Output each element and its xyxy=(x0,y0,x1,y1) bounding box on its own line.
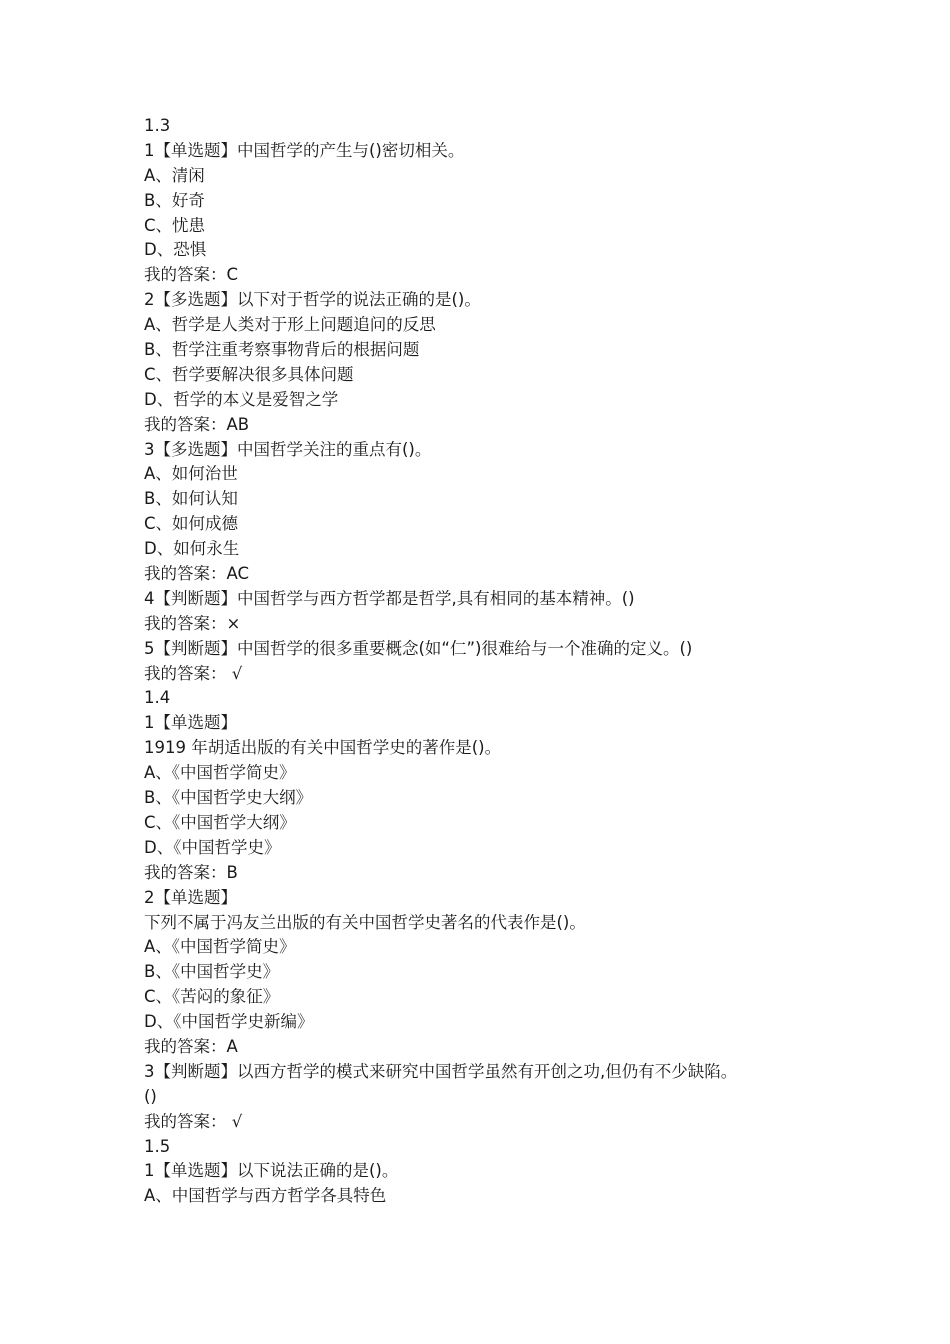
text-line: C、《中国哲学大纲》 xyxy=(144,812,296,832)
text-line: 1【单选题】中国哲学的产生与()密切相关。 xyxy=(144,140,465,160)
text-line: 2【单选题】 xyxy=(144,887,237,907)
text-line: A、《中国哲学简史》 xyxy=(144,763,296,783)
text-line: 3【判断题】以西方哲学的模式来研究中国哲学虽然有开创之功,但仍有不少缺陷。 xyxy=(144,1061,738,1081)
text-line: D、恐惧 xyxy=(144,240,207,260)
document-body xyxy=(144,114,824,1209)
text-line: 下列不属于冯友兰出版的有关中国哲学史著名的代表作是()。 xyxy=(144,912,586,932)
text-line: () xyxy=(144,1086,157,1106)
text-line: 1.3 xyxy=(144,116,171,135)
text-line: 3【多选题】中国哲学关注的重点有()。 xyxy=(144,439,432,459)
text-line: D、哲学的本义是爱智之学 xyxy=(144,389,339,409)
text-line: B、如何认知 xyxy=(144,489,238,509)
text-line: D、《中国哲学史》 xyxy=(144,837,281,857)
text-line: D、如何永生 xyxy=(144,539,240,559)
text-line: 1.4 xyxy=(144,688,171,708)
text-line: 我的答案：A xyxy=(144,1036,238,1056)
text-line: B、《中国哲学史大纲》 xyxy=(144,788,313,808)
text-line: 1919 年胡适出版的有关中国哲学史的著作是()。 xyxy=(144,738,502,758)
text-line: 2【多选题】以下对于哲学的说法正确的是()。 xyxy=(144,290,481,310)
text-line: B、好奇 xyxy=(144,190,205,210)
text-line: A、如何治世 xyxy=(144,464,238,484)
text-line: 1.5 xyxy=(144,1136,171,1156)
text-line: 5【判断题】中国哲学的很多重要概念(如“仁”)很难给与一个准确的定义。() xyxy=(144,638,693,658)
text-line: 我的答案：AC xyxy=(144,564,250,584)
text-line: 4【判断题】中国哲学与西方哲学都是哲学,具有相同的基本精神。() xyxy=(144,588,635,608)
text-line: 我的答案： √ xyxy=(144,663,243,683)
text-line: 我的答案： √ xyxy=(144,1111,243,1131)
text-line: 1【单选题】 xyxy=(144,713,237,733)
text-line: C、哲学要解决很多具体问题 xyxy=(144,364,354,384)
text-line: D、《中国哲学史新编》 xyxy=(144,1012,314,1032)
text-line: A、中国哲学与西方哲学各具特色 xyxy=(144,1186,387,1206)
text-line: 我的答案：× xyxy=(144,613,241,633)
text-line: C、《苦闷的象征》 xyxy=(144,987,280,1007)
text-line: 1【单选题】以下说法正确的是()。 xyxy=(144,1161,399,1181)
text-line: 我的答案：C xyxy=(144,265,239,285)
text-line: A、哲学是人类对于形上问题追问的反思 xyxy=(144,315,436,335)
text-line: 我的答案：B xyxy=(144,862,238,882)
text-line: B、哲学注重考察事物背后的根据问题 xyxy=(144,340,420,360)
text-line: A、清闲 xyxy=(144,165,205,185)
text-line: C、如何成德 xyxy=(144,514,239,534)
text-line: B、《中国哲学史》 xyxy=(144,962,280,982)
text-line: 我的答案：AB xyxy=(144,414,250,434)
text-line: A、《中国哲学简史》 xyxy=(144,937,296,957)
text-line: C、忧患 xyxy=(144,215,206,235)
